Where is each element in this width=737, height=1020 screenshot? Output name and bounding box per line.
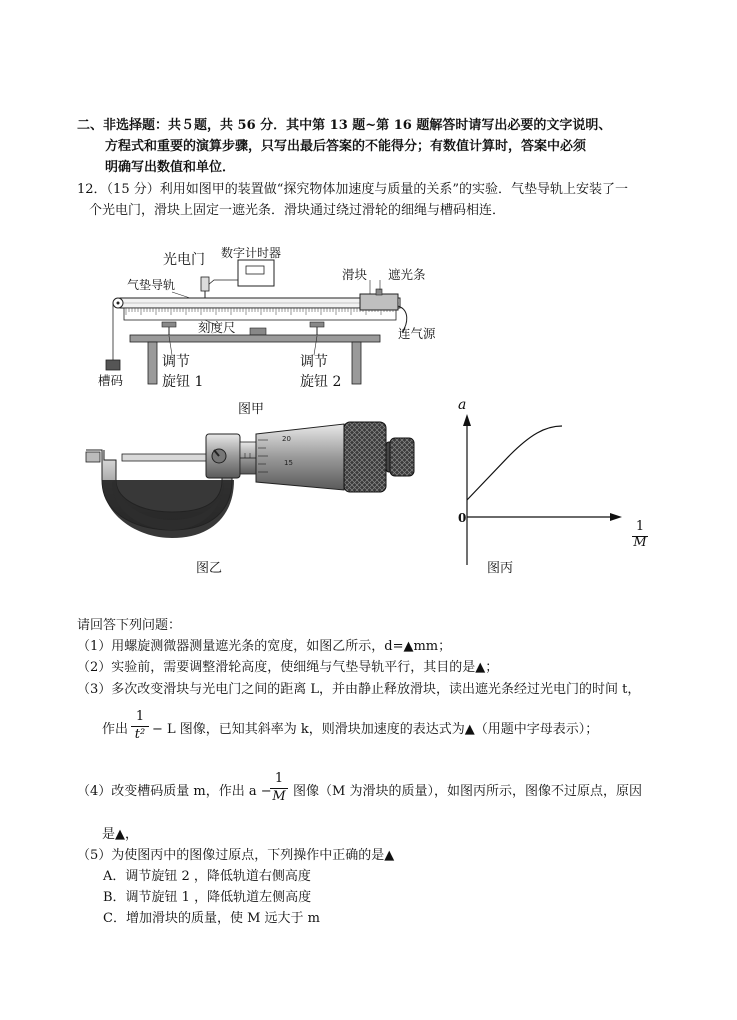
option-c: C．增加滑块的质量，使 M 远大于 m	[103, 911, 320, 926]
subq-2: （2）实验前，需要调整滑轮高度，使细绳与气垫导轨平行，其目的是▲；	[77, 660, 499, 675]
table-top	[130, 335, 380, 342]
label-scale: 刻度尺	[198, 320, 236, 335]
frame-mark: 0.01mm	[137, 537, 174, 546]
subq-4-fraction	[270, 772, 288, 804]
label-knob1-a: 调节	[162, 354, 190, 370]
question-stem-line1: 12．（15 分）利用如图甲的装置做“探究物体加速度与质量的关系”的实验．气垫导轨上安装了一	[77, 182, 629, 197]
label-air-source: 连气源	[398, 326, 436, 341]
x-axis-label	[632, 519, 648, 550]
label-shade-strip: 遮光条	[388, 267, 426, 282]
label-air-track: 气垫导轨	[127, 278, 176, 292]
subq-4-frac-num: 1	[274, 771, 284, 786]
x-axis-label-num: 1	[635, 519, 645, 534]
figure-jia-apparatus	[90, 240, 450, 400]
section-heading-line2: 方程式和重要的演算步骤，只写出最后答案的不能得分；有数值计算时，答案中必须	[105, 139, 587, 154]
figure-bing-graph	[450, 397, 650, 570]
origin-label: 0	[458, 511, 467, 525]
knob-2	[310, 322, 324, 336]
label-photogate: 光电门	[163, 252, 205, 268]
caption-yi: 图乙	[196, 561, 223, 576]
subq-3-pre: 作出	[102, 722, 129, 737]
subq-3-frac-num: 1	[135, 709, 145, 724]
subq-3-post: − L 图像，已知其斜率为 k，则滑块加速度的表达式为▲（用题中字母表示）；	[152, 722, 599, 737]
photogate	[201, 277, 209, 291]
y-axis-arrow	[463, 414, 471, 426]
shade-strip	[376, 289, 382, 295]
y-axis-label: a	[458, 397, 467, 413]
subq-5: （5）为使图丙中的图像过原点，下列操作中正确的是▲	[77, 848, 395, 863]
slider-block	[360, 294, 398, 310]
hanging-weight	[106, 360, 120, 370]
thimble-tick-15: 15	[284, 459, 293, 467]
table-leg-right	[352, 342, 361, 384]
center-block	[250, 328, 266, 335]
subq-4-cont: 是▲，	[102, 827, 138, 842]
subq-4-post: 图像（M 为滑块的质量），如图丙所示，图像不过原点，原因	[293, 784, 642, 799]
answers-intro: 请回答下列问题：	[77, 618, 182, 633]
knob-1	[162, 322, 176, 336]
option-b: B．调节旋钮 1 ，降低轨道左侧高度	[103, 890, 312, 905]
subq-3-line1: （3）多次改变滑块与光电门之间的距离 L，并由静止释放滑块，读出遮光条经过光电门的时间 t，	[77, 682, 641, 697]
table-leg-left	[148, 342, 157, 384]
a-curve	[467, 426, 562, 500]
section-heading-line1: 二、非选择题：共５题，共 56 分．其中第 13 题~第 16 题解答时请写出必要的文字说明、	[77, 118, 612, 133]
label-knob1-b: 旋钮 1	[162, 374, 204, 390]
subq-4-pre: （4）改变槽码质量 m，作出 a −	[77, 784, 272, 799]
spindle	[122, 454, 208, 461]
subq-1: （1）用螺旋测微器测量遮光条的宽度，如图乙所示，d=▲mm；	[77, 639, 452, 654]
label-hook-weight: 槽码	[98, 373, 124, 388]
thimble-tick-20: 20	[282, 435, 291, 443]
option-a: A．调节旋钮 2 ，降低轨道右侧高度	[103, 869, 311, 884]
caption-bing: 图丙	[487, 561, 514, 576]
label-timer: 数字计时器	[221, 246, 282, 260]
section-heading-line3: 明确写出数值和单位．	[105, 160, 236, 175]
label-slider: 滑块	[342, 267, 368, 282]
timer-display	[246, 266, 264, 274]
anvil	[86, 452, 100, 462]
subq-3-fraction	[131, 710, 149, 742]
timer-wire	[208, 280, 238, 285]
x-axis-arrow	[610, 513, 622, 521]
caption-jia: 图甲	[238, 402, 265, 417]
subq-3-frac-den: t²	[134, 727, 146, 742]
knurled-knob	[344, 422, 386, 492]
label-knob2-b: 旋钮 2	[300, 374, 342, 390]
x-axis-label-den: M	[633, 535, 647, 550]
figure-yi-micrometer	[82, 420, 422, 550]
question-stem-line2: 个光电门，滑块上固定一遮光条．滑块通过绕过滑轮的细绳与槽码相连．	[89, 203, 506, 218]
label-knob2-a: 调节	[300, 354, 328, 370]
subq-4-frac-den: M	[272, 789, 286, 804]
thimble	[256, 424, 344, 490]
